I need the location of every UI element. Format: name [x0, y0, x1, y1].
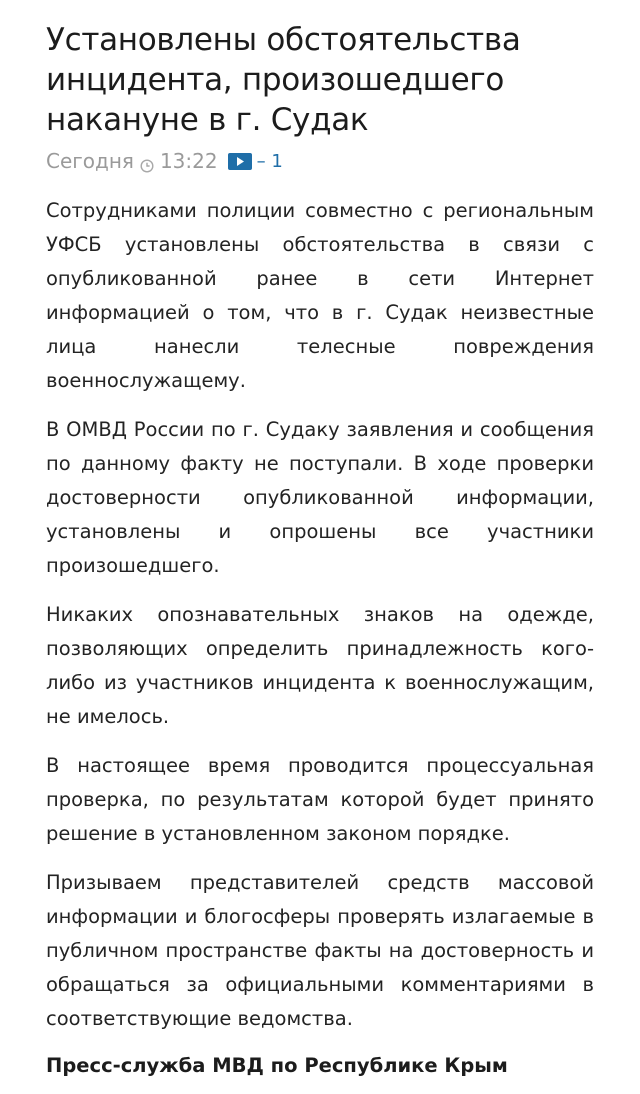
date-label: Сегодня — [46, 149, 134, 173]
article-signature: Пресс-служба МВД по Республике Крым — [46, 1054, 508, 1077]
paragraph: Призываем представителей средств массовой информации и блогосферы проверять излагаемые в публичном пространстве факты на достоверность и обращаться за официальными комментариями в соответствующие ведомства. — [46, 871, 594, 1030]
publish-time: 13:22 — [159, 149, 218, 173]
article-title: Установлены обстоятельства инцидента, произошедшего накануне в г. Судак — [46, 22, 521, 138]
paragraph: В настоящее время проводится процессуальная проверка, по результатам которой будет принято решение в установленном законом порядке. — [46, 754, 594, 845]
paragraph: Никаких опознавательных знаков на одежде, позволяющих определить принадлежность кого-либо из участников инцидента к военнослужащим, не имелось. — [46, 603, 594, 728]
article — [46, 20, 594, 1081]
clock-icon — [140, 154, 154, 168]
paragraph: В ОМВД России по г. Судаку заявления и сообщения по данному факту не поступали. В ходе проверки достоверности опубликованной информации, установлены и опрошены все участники произошедшего. — [46, 418, 594, 577]
video-icon[interactable] — [228, 153, 252, 170]
paragraph: Сотрудниками полиции совместно с региональным УФСБ установлены обстоятельства в связи с опубликованной ранее в сети Интернет информацией о том, что в г. Судак неизвестные лица нанесли телесные повреждения военнослужащему. — [46, 199, 594, 392]
article-body — [46, 194, 594, 1036]
article-meta — [46, 146, 594, 176]
comments-count[interactable]: – 1 — [256, 150, 283, 172]
